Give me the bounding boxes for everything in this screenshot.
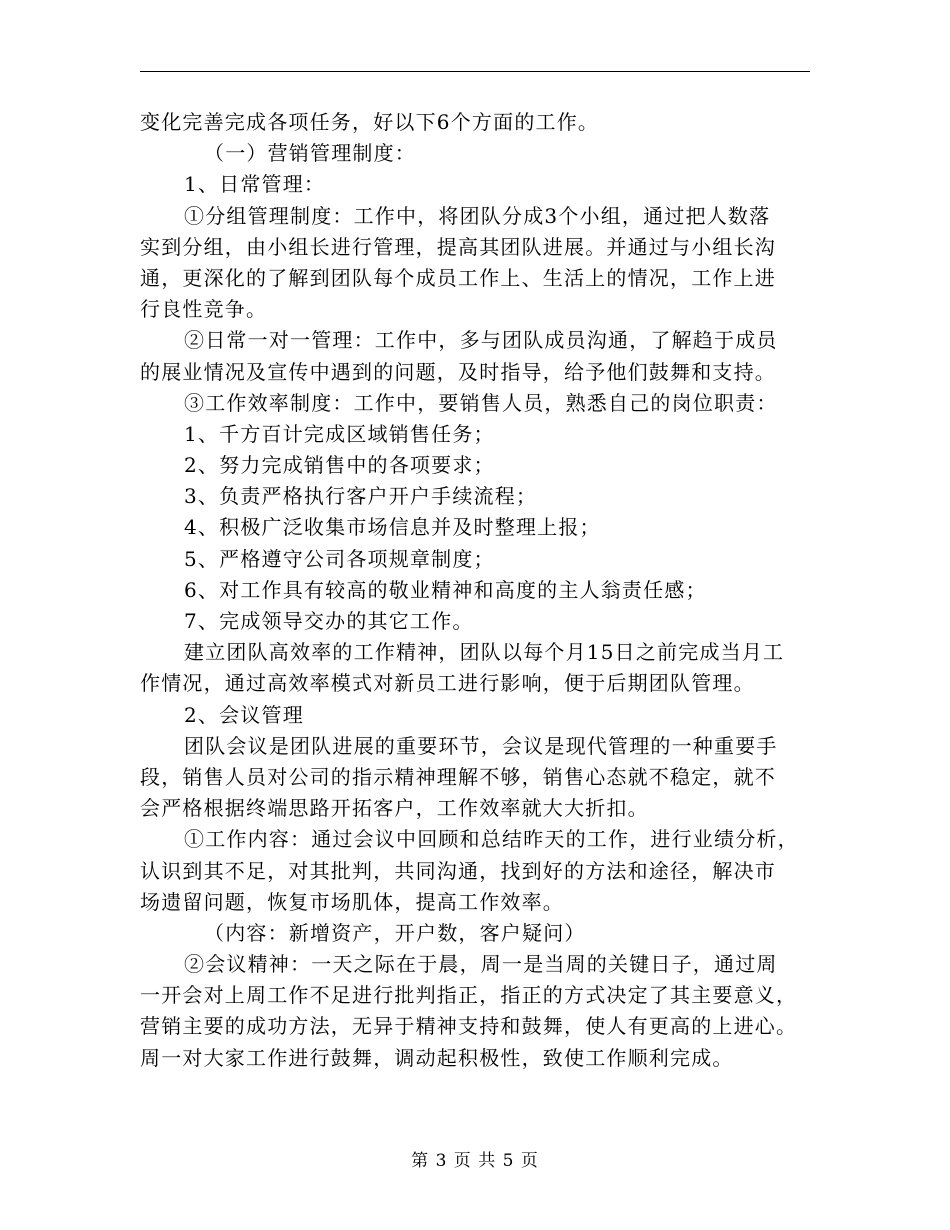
text-line: 3、负责严格执行客户开户手续流程； [184, 484, 538, 509]
header-rule [140, 71, 810, 72]
text-line: 7、完成领导交办的其它工作。 [184, 609, 474, 633]
text-line: 1、千方百计完成区域销售任务； [184, 421, 495, 446]
document-body [140, 107, 812, 1074]
text-line: 段，销售人员对公司的指示精神理解不够，销售心态就不稳定，就不 [140, 764, 776, 789]
text-line: 营销主要的成功方法，无异于精神支持和鼓舞，使人有更高的上进心。 [140, 1014, 798, 1039]
text-line: ③工作效率制度：工作中，要销售人员，熟悉自己的岗位职责： [184, 390, 778, 415]
text-line: 的展业情况及宣传中遇到的问题，及时指导，给予他们鼓舞和支持。 [140, 359, 776, 384]
text-line: 5、严格遵守公司各项规章制度； [184, 546, 495, 571]
text-line: （一）营销管理制度： [204, 141, 416, 166]
text-line: 2、努力完成销售中的各项要求； [184, 453, 495, 478]
text-line: ①工作内容：通过会议中回顾和总结昨天的工作，进行业绩分析， [184, 827, 799, 852]
text-line: ①分组管理制度：工作中，将团队分成3个小组，通过把人数落 [184, 203, 771, 228]
text-line: （内容：新增资产，开户数，客户疑问） [204, 920, 586, 945]
text-line: 实到分组，由小组长进行管理，提高其团队进展。并通过与小组长沟 [140, 234, 776, 259]
text-line: 行良性竞争。 [140, 297, 268, 322]
text-line: 一开会对上周工作不足进行批判指正，指正的方式决定了其主要意义， [140, 983, 798, 1008]
text-line: 6、对工作具有较高的敬业精神和高度的主人翁责任感； [184, 577, 707, 602]
text-line: 建立团队高效率的工作精神，团队以每个月15日之前完成当月工 [184, 640, 785, 665]
text-line: 认识到其不足，对其批判，共同沟通，找到好的方法和途径，解决市 [140, 858, 776, 883]
text-line: ②日常一对一管理：工作中，多与团队成员沟通，了解趋于成员 [184, 328, 778, 353]
text-line: 场遗留问题，恢复市场肌体，提高工作效率。 [140, 889, 564, 914]
page-number-footer: 第 3 页 共 5 页 [411, 1151, 539, 1171]
text-line: 1、日常管理： [184, 172, 326, 197]
text-line: ②会议精神：一天之际在于晨，周一是当周的关键日子，通过周 [184, 952, 778, 977]
text-line: 周一对大家工作进行鼓舞，调动起积极性，致使工作顺利完成。 [140, 1045, 734, 1070]
text-line: 会严格根据终端思路开拓客户，工作效率就大大折扣。 [140, 796, 649, 821]
text-line: 4、积极广泛收集市场信息并及时整理上报； [184, 515, 601, 540]
text-line: 2、会议管理 [184, 702, 304, 727]
text-line: 作情况，通过高效率模式对新员工进行影响，便于后期团队管理。 [140, 671, 755, 696]
text-line: 团队会议是团队进展的重要环节，会议是现代管理的一种重要手 [184, 733, 778, 758]
text-line: 变化完善完成各项任务，好以下6个方面的工作。 [140, 110, 600, 134]
text-line: 通，更深化的了解到团队每个成员工作上、生活上的情况，工作上进 [140, 265, 776, 290]
